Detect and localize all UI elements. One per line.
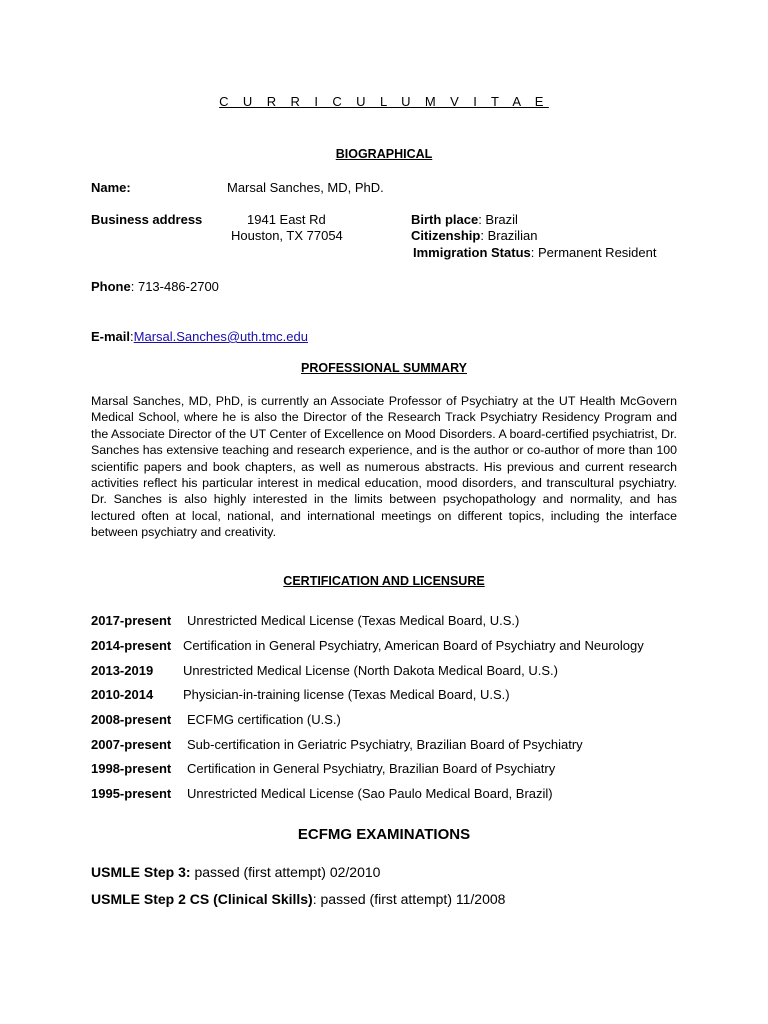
cert-date: 2010-2014 xyxy=(91,687,154,702)
email-separator: : xyxy=(130,329,134,344)
phone-label: Phone xyxy=(91,279,131,294)
birth-place-label: Birth place xyxy=(411,212,479,227)
usmle-step2cs xyxy=(91,891,505,907)
citizenship-label: Citizenship xyxy=(411,228,481,243)
cert-date: 2017-present xyxy=(91,613,172,628)
citizenship xyxy=(411,228,537,243)
cert-row xyxy=(91,687,510,702)
email-link[interactable]: Marsal.Sanches@uth.tmc.edu xyxy=(133,329,308,344)
birth-place xyxy=(411,212,518,227)
cert-row xyxy=(91,737,583,752)
cert-row xyxy=(91,761,555,776)
immigration-status xyxy=(413,245,656,260)
citizenship-value: : Brazilian xyxy=(480,228,538,243)
address-line1: 1941 East Rd xyxy=(247,212,326,227)
email-label: E-mail xyxy=(91,329,131,344)
cert-row xyxy=(91,613,519,628)
cert-desc: Unrestricted Medical License (North Dakota Medical Board, U.S.) xyxy=(183,663,558,678)
immigration-status-label: Immigration Status xyxy=(413,245,531,260)
cert-row xyxy=(91,638,644,653)
usmle-step3 xyxy=(91,864,380,880)
professional-summary-heading: PROFESSIONAL SUMMARY xyxy=(301,361,467,375)
phone xyxy=(91,279,219,294)
cert-desc: ECFMG certification (U.S.) xyxy=(187,712,341,727)
cert-desc: Certification in General Psychiatry, Brazilian Board of Psychiatry xyxy=(187,761,556,776)
biographical-heading: BIOGRAPHICAL xyxy=(335,147,433,161)
cert-desc: Unrestricted Medical License (Texas Medical Board, U.S.) xyxy=(187,613,520,628)
phone-value: : 713-486-2700 xyxy=(130,279,219,294)
usmle-step3-value: passed (first attempt) 02/2010 xyxy=(190,864,381,880)
cert-date: 2013-2019 xyxy=(91,663,154,678)
document-title: C U R R I C U L U M V I T A E xyxy=(219,94,549,109)
cert-date: 2008-present xyxy=(91,712,172,727)
birth-place-value: : Brazil xyxy=(478,212,518,227)
address-line2: Houston, TX 77054 xyxy=(231,228,343,243)
name-value: Marsal Sanches, MD, PhD. xyxy=(227,180,384,195)
cert-date: 1998-present xyxy=(91,761,172,776)
cert-row xyxy=(91,663,558,678)
cert-desc: Physician-in-training license (Texas Medical Board, U.S.) xyxy=(183,687,510,702)
cert-desc: Unrestricted Medical License (Sao Paulo Medical Board, Brazil) xyxy=(187,786,553,801)
usmle-step2cs-value: : passed (first attempt) 11/2008 xyxy=(312,891,506,907)
cert-date: 2014-present xyxy=(91,638,172,653)
name-label: Name: xyxy=(91,180,131,195)
business-address-label: Business address xyxy=(91,212,203,227)
cert-row xyxy=(91,712,341,727)
cert-desc: Certification in General Psychiatry, American Board of Psychiatry and Neurology xyxy=(183,638,644,653)
professional-summary-text: Marsal Sanches, MD, PhD, is currently an Associate Professor of Psychiatry at the UT Health McGovern Medical School, where he is also the Director of the Research Track Psychiatry Residency Program and the Associate Director of the UT Center of Excellence on Mood Disorders. A board-certified psychiatrist, Dr. Sanches has extensive teaching and research experience, and is the author or co-author of more than 100 scientific papers and book chapters, as well as numerous abstracts. His previous and current research activities reflect his particular interest in medical education, mood disorders, and transcultural psychiatry. Dr. Sanches is also highly interested in the limits between psychopathology and normality, and has lectured often at local, national, and international meetings on different topics, including the interface between psychiatry and creativity. xyxy=(91,394,677,540)
cert-date: 1995-present xyxy=(91,786,172,801)
cert-date: 2007-present xyxy=(91,737,172,752)
usmle-step2cs-label: USMLE Step 2 CS (Clinical Skills) xyxy=(91,891,313,907)
cert-row xyxy=(91,786,553,801)
certification-heading: CERTIFICATION AND LICENSURE xyxy=(283,574,485,588)
cert-desc: Sub-certification in Geriatric Psychiatry, Brazilian Board of Psychiatry xyxy=(187,737,583,752)
email xyxy=(91,329,308,344)
immigration-status-value: : Permanent Resident xyxy=(530,245,657,260)
ecfmg-heading: ECFMG EXAMINATIONS xyxy=(297,826,471,843)
usmle-step3-label: USMLE Step 3: xyxy=(91,864,191,880)
